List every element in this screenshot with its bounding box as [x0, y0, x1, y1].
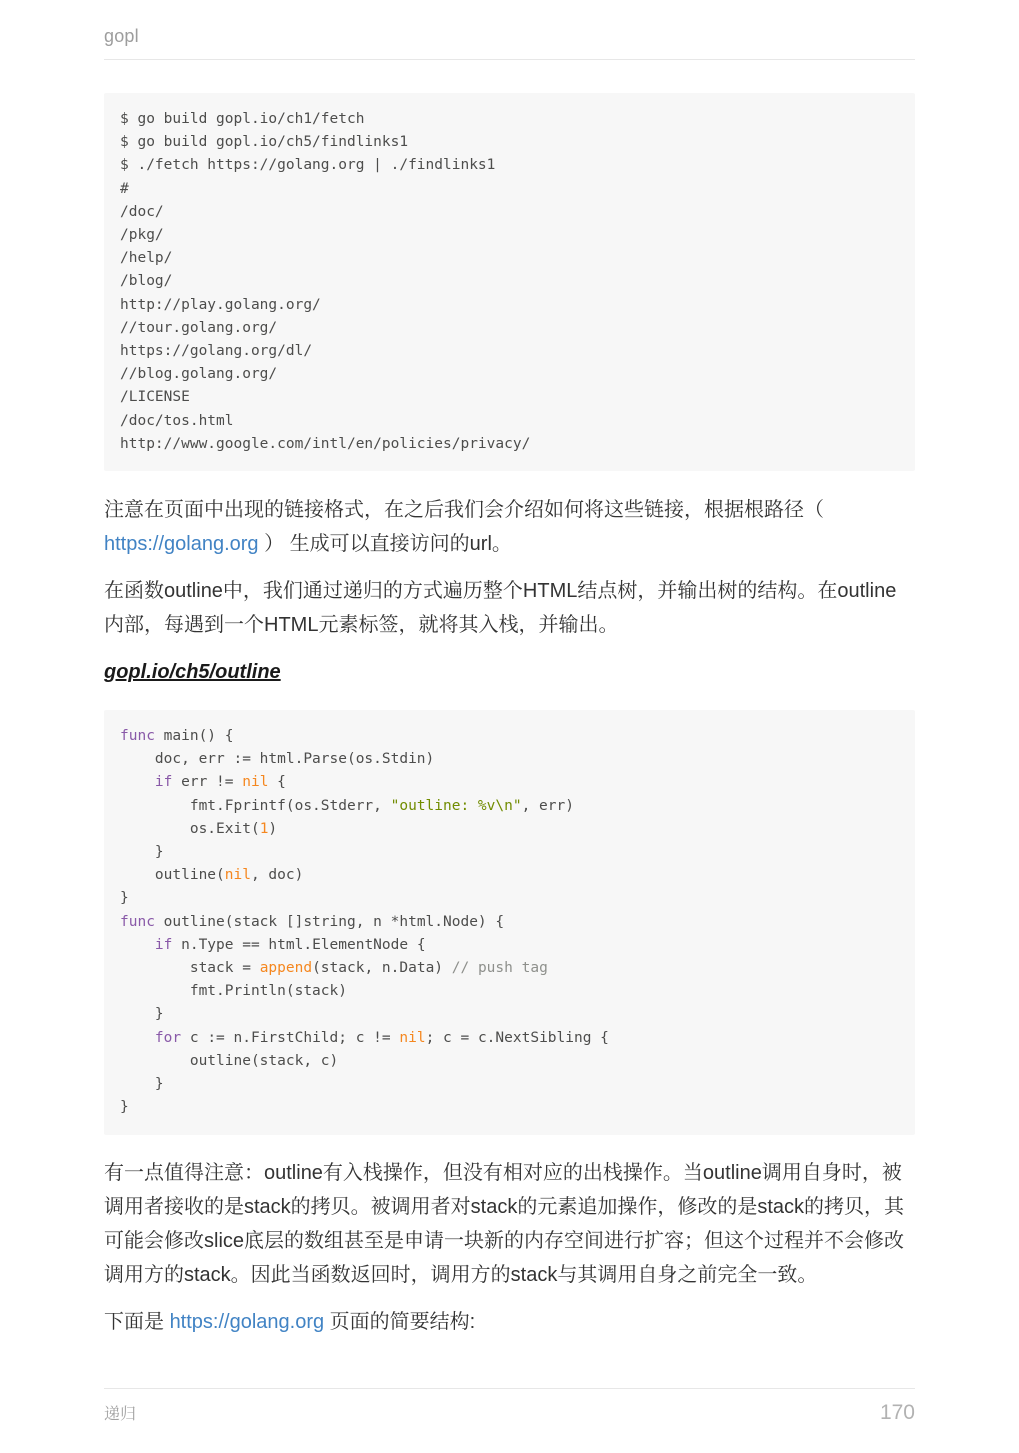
paragraph-text: 下面是: [104, 1310, 170, 1333]
code-line: }: [120, 844, 164, 861]
code-line: /LICENSE: [120, 389, 190, 406]
page-footer: [104, 1388, 915, 1453]
code-line: http://www.google.com/intl/en/policies/privacy/: [120, 435, 531, 452]
code-line: //blog.golang.org/: [120, 366, 278, 383]
terminal-code: [120, 108, 900, 456]
code-line: http://play.golang.org/: [120, 296, 321, 313]
go-code-block: [104, 710, 915, 1134]
code-line: /pkg/: [120, 227, 164, 244]
code-line: https://golang.org/dl/: [120, 343, 313, 360]
code-line: os.Exit(1): [120, 820, 278, 837]
code-line: }: [120, 1099, 129, 1116]
brand-title: gopl: [104, 26, 139, 46]
go-code: [120, 725, 900, 1119]
code-line: for c := n.FirstChild; c != nil; c = c.NextSibling {: [154, 1029, 609, 1046]
code-line: }: [120, 1006, 164, 1023]
paragraph-structure-intro: [104, 1305, 915, 1339]
code-line: /doc/: [120, 203, 164, 220]
code-line: outline(stack, c): [120, 1052, 339, 1069]
golang-org-link[interactable]: https://golang.org: [104, 533, 259, 556]
code-line: stack = append(stack, n.Data) // push tag: [120, 960, 548, 977]
code-listing-heading: [104, 655, 915, 689]
paragraph-text: ） 生成可以直接访问的url。: [258, 533, 512, 556]
code-line: $ go build gopl.io/ch5/findlinks1: [120, 134, 409, 151]
code-line: if err != nil {: [154, 774, 286, 791]
footer-chapter-title: 递归: [104, 1406, 137, 1423]
code-line: fmt.Fprintf(os.Stderr, "outline: %v\n", err): [120, 797, 574, 814]
code-line: outline(nil, doc): [120, 867, 304, 884]
code-line: /blog/: [120, 273, 173, 290]
paragraph-link-format-note: [104, 493, 915, 561]
code-line: func main() {: [120, 728, 234, 745]
terminal-output-block: [104, 93, 915, 471]
code-line: /help/: [120, 250, 173, 267]
code-line: func outline(stack []string, n *html.Node) {: [120, 913, 505, 930]
code-line: doc, err := html.Parse(os.Stdin): [120, 751, 435, 768]
paragraph-stack-copy-note: 有一点值得注意：outline有入栈操作，但没有相对应的出栈操作。当outline调用自身时，被调用者接收的是stack的拷贝。被调用者对stack的元素追加操作，修改的是stack的拷贝，其可能会修改slice底层的数组甚至是申请一块新的内存空间进行扩容；但这个过程并不会修改调用方的stack。因此当函数返回时，调用方的stack与其调用自身之前完全一致。: [104, 1161, 905, 1286]
page-header: [104, 0, 915, 60]
paragraph-outline-description: 在函数outline中，我们通过递归的方式遍历整个HTML结点树，并输出树的结构。在outline内部，每遇到一个HTML元素标签，就将其入栈，并输出。: [104, 580, 897, 637]
code-line: /doc/tos.html: [120, 412, 234, 429]
paragraph-text: 注意在页面中出现的链接格式，在之后我们会介绍如何将这些链接，根据根路径（: [104, 499, 824, 522]
code-line: #: [120, 180, 129, 197]
code-line: }: [120, 1076, 164, 1093]
golang-org-link-2[interactable]: https://golang.org: [169, 1310, 325, 1333]
code-line: $ go build gopl.io/ch1/fetch: [120, 111, 365, 127]
code-listing-link[interactable]: gopl.io/ch5/outline: [104, 661, 281, 684]
page-content: [104, 60, 915, 1352]
code-line: //tour.golang.org/: [120, 319, 278, 336]
paragraph-text: 页面的简要结构:: [324, 1310, 476, 1333]
code-line: }: [120, 890, 129, 907]
footer-page-number: 170: [879, 1400, 915, 1424]
code-line: fmt.Println(stack): [120, 983, 347, 1000]
code-line: $ ./fetch https://golang.org | ./findlinks1: [120, 157, 496, 174]
code-line: if n.Type == html.ElementNode {: [154, 936, 426, 953]
